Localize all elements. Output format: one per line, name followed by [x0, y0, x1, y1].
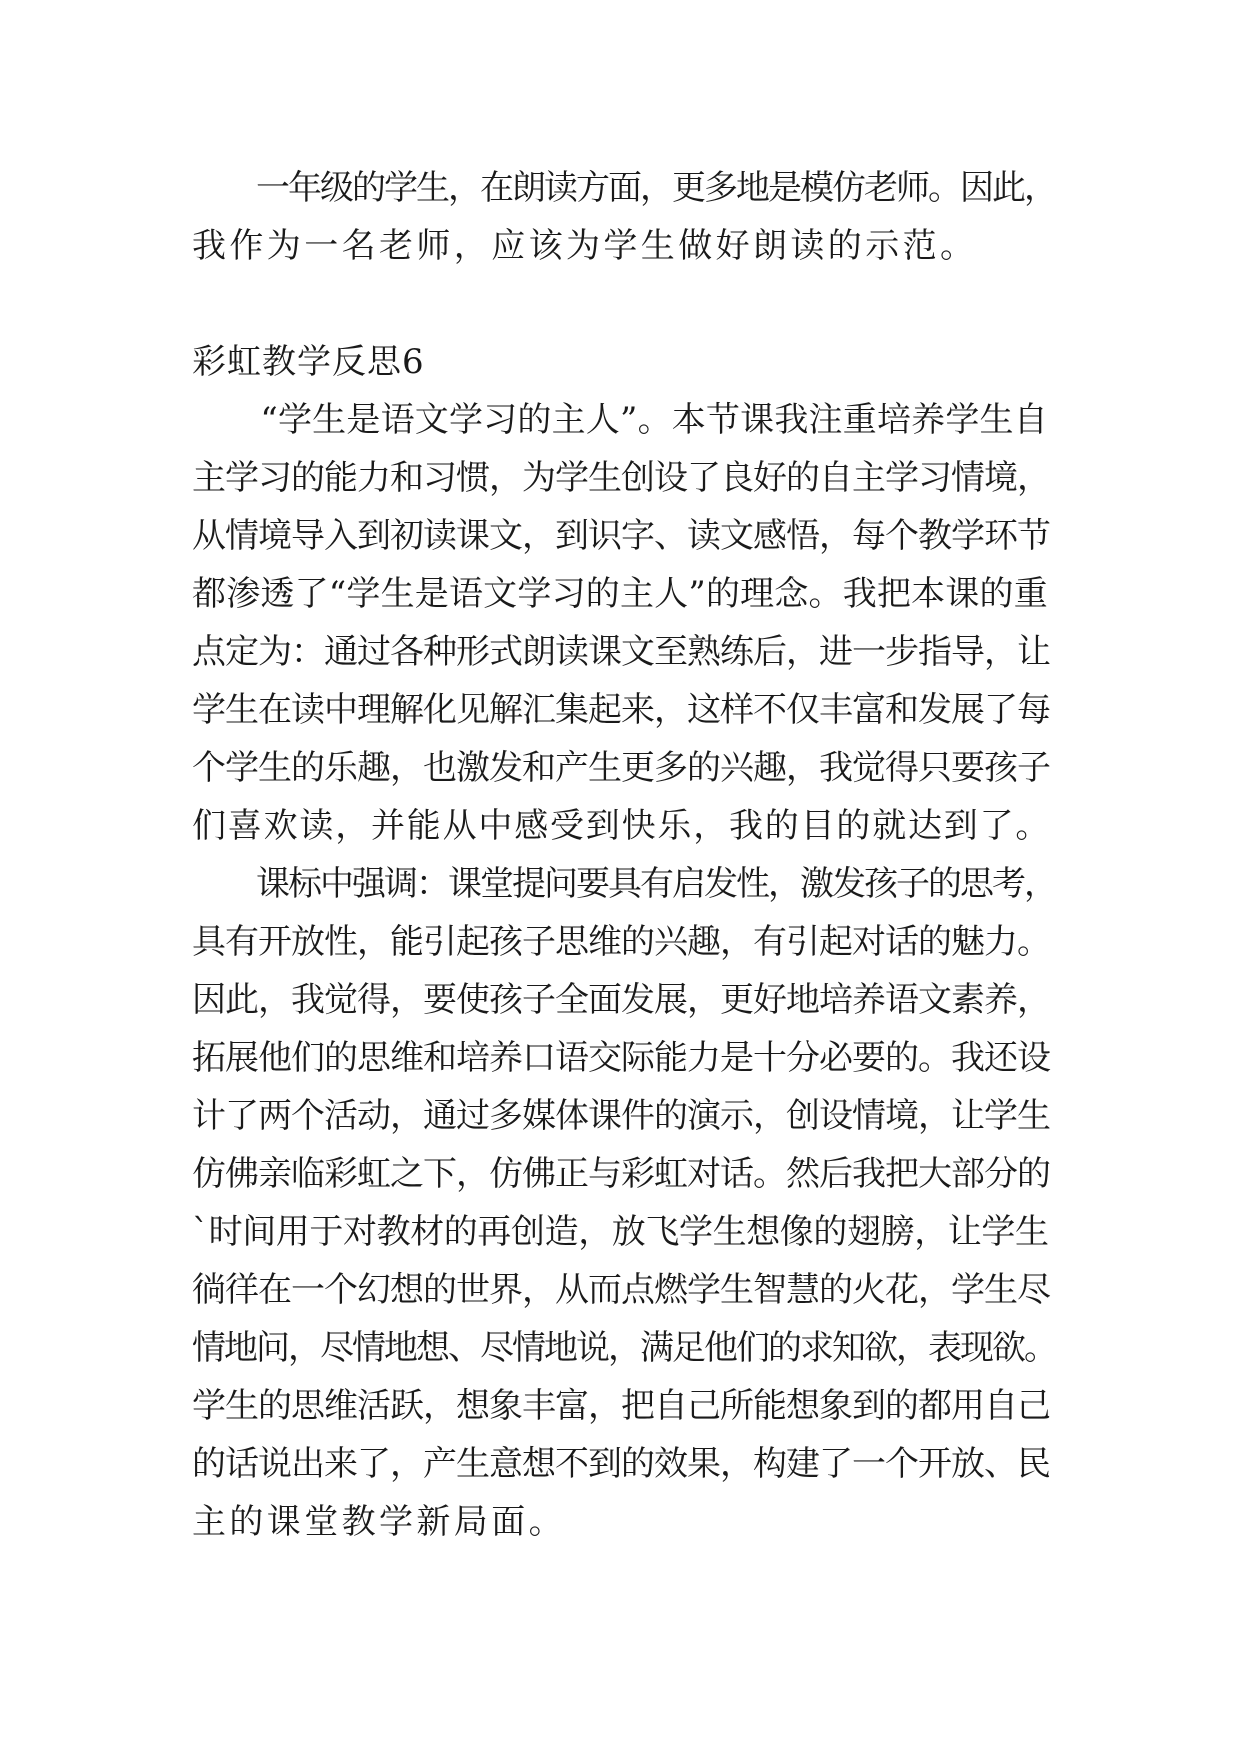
paragraph-3-line-10: 学生的思维活跃，想象丰富，把自己所能想象到的都用自己 [192, 1386, 1050, 1426]
paragraph-3-line-12: 主的课堂教学新局面。 [192, 1502, 566, 1542]
paragraph-2-line-3: 从情境导入到初读课文，到识字、读文感悟，每个教学环节 [192, 516, 1050, 556]
paragraph-3-line-7: `时间用于对教材的再创造，放飞学生想像的翅膀，让学生 [192, 1212, 1049, 1252]
paragraph-3-line-6: 仿佛亲临彩虹之下，仿佛正与彩虹对话。然后我把大部分的 [192, 1154, 1050, 1194]
paragraph-3-line-9: 情地问，尽情地想、尽情地说，满足他们的求知欲，表现欲。 [192, 1328, 1056, 1368]
paragraph-2-line-5: 点定为：通过各种形式朗读课文至熟练后，进一步指导，让 [192, 632, 1050, 672]
paragraph-3-line-5: 计了两个活动，通过多媒体课件的演示，创设情境，让学生 [192, 1096, 1050, 1136]
paragraph-1-line-1: 一年级的学生，在朗读方面，更多地是模仿老师。因此， [192, 168, 1056, 208]
paragraph-3-line-11: 的话说出来了，产生意想不到的效果，构建了一个开放、民 [192, 1444, 1050, 1484]
paragraph-2-line-4: 都渗透了“学生是语文学习的主人”的理念。我把本课的重 [192, 574, 1048, 614]
paragraph-3-line-2: 具有开放性，能引起孩子思维的兴趣，有引起对话的魅力。 [192, 922, 1050, 962]
paragraph-3-line-3: 因此，我觉得，要使孩子全面发展，更好地培养语文素养， [192, 980, 1050, 1020]
paragraph-2-line-8: 们喜欢读，并能从中感受到快乐，我的目的就达到了。 [192, 806, 1052, 846]
paragraph-3-line-8: 徜徉在一个幻想的世界，从而点燃学生智慧的火花，学生尽 [192, 1270, 1050, 1310]
paragraph-2-line-1: “学生是语文学习的主人”。本节课我注重培养学生自 [192, 400, 1048, 440]
section-title: 彩虹教学反思6 [192, 342, 425, 382]
paragraph-2-line-2: 主学习的能力和习惯，为学生创设了良好的自主学习情境， [192, 458, 1050, 498]
paragraph-3-line-4: 拓展他们的思维和培养口语交际能力是十分必要的。我还设 [192, 1038, 1050, 1078]
paragraph-2-line-7: 个学生的乐趣，也激发和产生更多的兴趣，我觉得只要孩子 [192, 748, 1050, 788]
paragraph-3-line-1: 课标中强调：课堂提问要具有启发性，激发孩子的思考， [192, 864, 1056, 904]
paragraph-2-line-6: 学生在读中理解化见解汇集起来，这样不仅丰富和发展了每 [192, 690, 1050, 730]
paragraph-1-line-2: 我作为一名老师，应该为学生做好朗读的示范。 [192, 226, 978, 266]
